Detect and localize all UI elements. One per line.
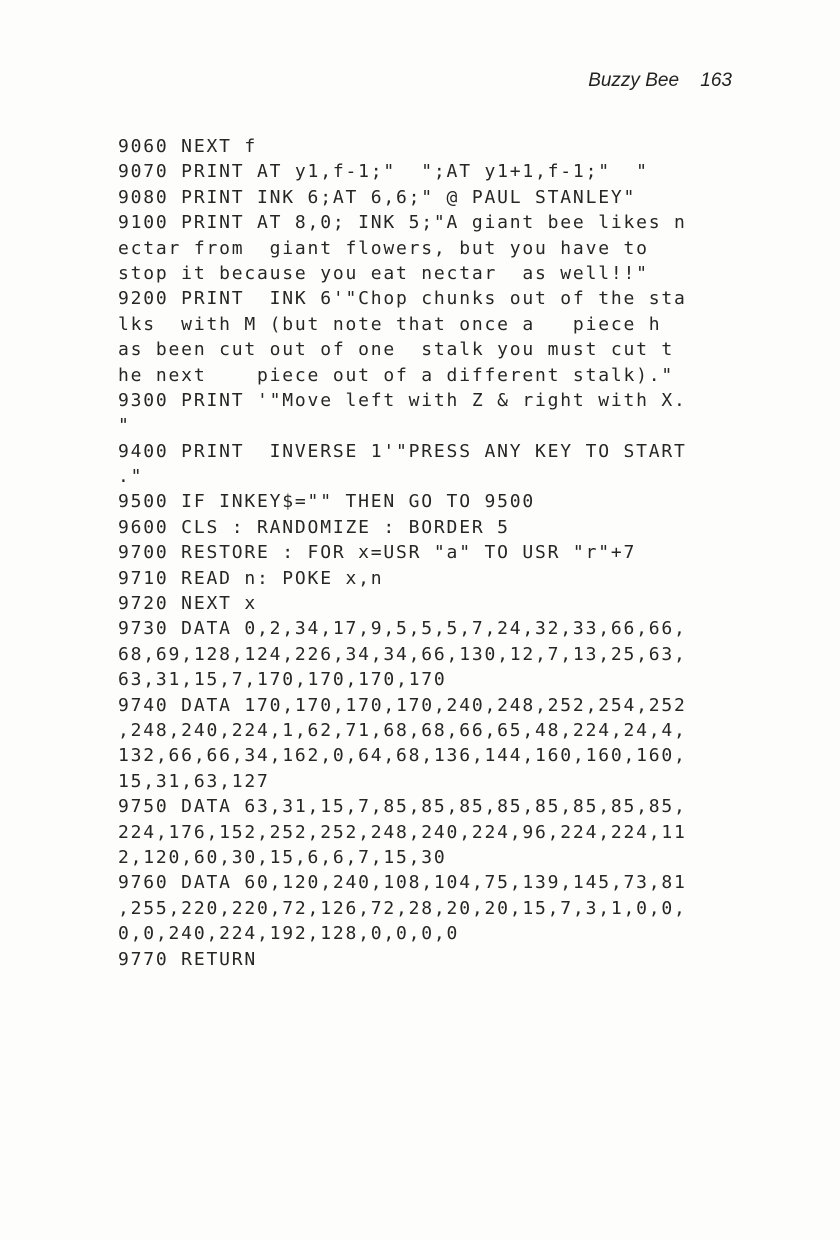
code-line: lks with M (but note that once a piece h [118,313,662,335]
code-line: as been cut out of one stalk you must cut t [118,339,675,361]
code-line: 9770 RETURN [118,948,258,970]
code-line: stop it because you eat nectar as well!!" [118,262,649,284]
code-line: 9710 READ n: POKE x,n [118,567,384,589]
code-line: 9100 PRINT AT 8,0; INK 5;"A giant bee likes n [118,212,687,234]
code-line: 9200 PRINT INK 6'"Chop chunks out of the sta [118,288,687,310]
code-line: 9750 DATA 63,31,15,7,85,85,85,85,85,85,85,85, [118,796,687,818]
book-title: Buzzy Bee [588,70,680,91]
code-line: 132,66,66,34,162,0,64,68,136,144,160,160,160, [118,745,687,767]
code-line: 9740 DATA 170,170,170,170,240,248,252,254,252 [118,694,687,716]
code-line: ,248,240,224,1,62,71,68,68,66,65,48,224,24,4, [118,719,687,741]
code-line: " [118,415,131,437]
code-line: 9720 NEXT x [118,593,258,615]
code-line: 9500 IF INKEY$="" THEN GO TO 9500 [118,491,536,513]
code-line: 9760 DATA 60,120,240,108,104,75,139,145,73,81 [118,872,687,894]
code-line: 224,176,152,252,252,248,240,224,96,224,224,11 [118,821,687,843]
running-header [588,70,732,92]
code-line: 9300 PRINT '"Move left with Z & right with X. [118,389,687,411]
code-line: 9080 PRINT INK 6;AT 6,6;" @ PAUL STANLEY" [118,186,637,208]
code-line: 9060 NEXT f [118,136,258,157]
page-number: 163 [700,70,732,91]
code-line: ,255,220,220,72,126,72,28,20,20,15,7,3,1,0,0, [118,897,687,919]
code-line: he next piece out of a different stalk)." [118,364,675,386]
code-line: 9730 DATA 0,2,34,17,9,5,5,5,7,24,32,33,66,66, [118,618,687,640]
code-line: 15,31,63,127 [118,770,270,792]
code-line: 9400 PRINT INVERSE 1'"PRESS ANY KEY TO START [118,440,687,462]
code-line: 63,31,15,7,170,170,170,170 [118,669,447,691]
code-line: 9600 CLS : RANDOMIZE : BORDER 5 [118,516,510,538]
code-line: ." [118,466,144,488]
code-line: 68,69,128,124,226,34,34,66,130,12,7,13,25,63, [118,643,687,665]
code-line: 2,120,60,30,15,6,6,7,15,30 [118,846,447,868]
code-line: 9700 RESTORE : FOR x=USR "a" TO USR "r"+7 [118,542,637,564]
code-line: ectar from giant flowers, but you have to [118,237,649,259]
basic-program-listing [118,134,778,972]
code-line: 0,0,240,224,192,128,0,0,0,0 [118,923,460,945]
code-line: 9070 PRINT AT y1,f-1;" ";AT y1+1,f-1;" " [118,161,649,183]
